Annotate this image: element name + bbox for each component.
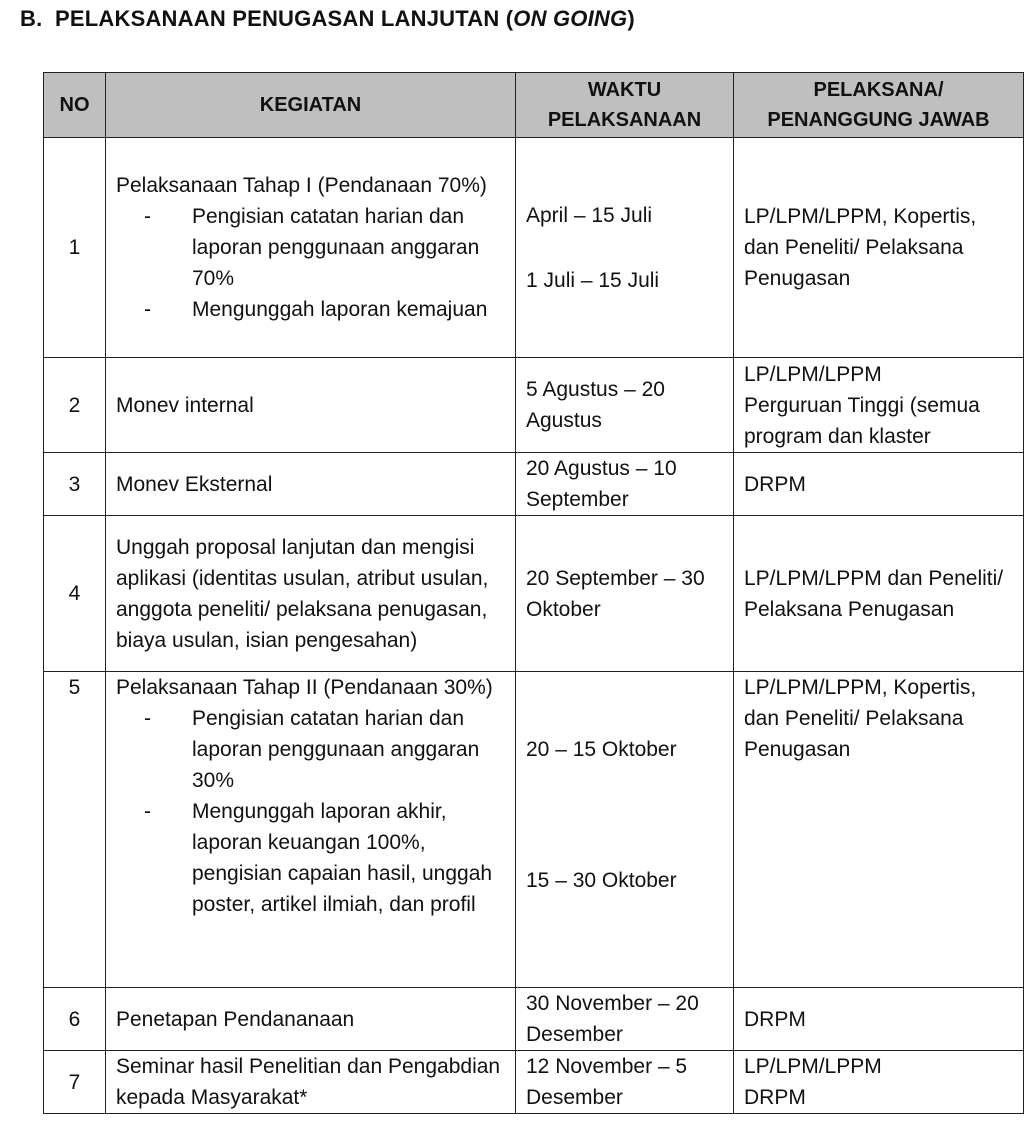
kegiatan-title: Pelaksanaan Tahap I (Pendanaan 70%) <box>116 174 487 197</box>
pelaksana-line: Perguruan Tinggi (semua program dan klaster <box>744 393 980 448</box>
dash-bullet: - <box>144 707 151 730</box>
row-no: 7 <box>44 1051 106 1114</box>
sub-item-text: Pengisian catatan harian dan laporan penggunaan anggaran 70% <box>192 205 480 290</box>
waktu-line: 20 – 15 Oktober <box>526 738 677 761</box>
header-pelaksana-line2: PENANGGUNG JAWAB <box>767 109 990 131</box>
section-title-main: PELAKSANAAN PENUGASAN LANJUTAN ( <box>55 6 514 31</box>
row-kegiatan: Seminar hasil Penelitian dan Pengabdian kepada Masyarakat* <box>106 1051 516 1114</box>
table-row <box>44 358 1024 453</box>
section-title-italic: ON GOING <box>513 6 628 31</box>
row-pelaksana: LP/LPM/LPPM, Kopertis, dan Peneliti/ Pelaksana Penugasan <box>734 672 1024 988</box>
pelaksana-line: LP/LPM/LPPM <box>744 362 882 386</box>
section-prefix: B. <box>20 6 43 31</box>
row-no: 1 <box>44 138 106 358</box>
header-waktu-line1: WAKTU <box>587 79 662 101</box>
row-waktu: 5 Agustus – 20 Agustus <box>516 358 734 453</box>
dash-bullet: - <box>144 800 151 823</box>
dash-bullet: - <box>144 205 151 228</box>
row-waktu: 20 Agustus – 10 September <box>516 453 734 516</box>
row-no: 3 <box>44 453 106 516</box>
kegiatan-title: Pelaksanaan Tahap II (Pendanaan 30%) <box>116 676 493 699</box>
row-waktu <box>516 672 734 988</box>
pelaksana-line: LP/LPM/LPPM <box>744 1055 882 1078</box>
row-pelaksana: LP/LPM/LPPM dan Peneliti/ Pelaksana Penugasan <box>734 516 1024 672</box>
waktu-line: 15 – 30 Oktober <box>526 869 677 892</box>
sub-item-text: Mengunggah laporan kemajuan <box>192 298 488 321</box>
row-kegiatan: Monev internal <box>106 358 516 453</box>
header-waktu-line2: PELAKSANAAN <box>547 109 702 131</box>
sub-item <box>144 294 505 325</box>
row-waktu: 12 November – 5 Desember <box>516 1051 734 1114</box>
waktu-line: 1 Juli – 15 Juli <box>526 268 660 292</box>
section-title <box>20 6 635 32</box>
row-no: 4 <box>44 516 106 672</box>
table-row <box>44 1051 1024 1114</box>
row-pelaksana: DRPM <box>734 453 1024 516</box>
table-row <box>44 672 1024 988</box>
row-pelaksana <box>734 1051 1024 1114</box>
table-row <box>44 138 1024 358</box>
sub-item-text: Pengisian catatan harian dan laporan penggunaan anggaran 30% <box>192 707 480 792</box>
sub-item <box>144 201 505 294</box>
sub-item-text: Mengunggah laporan akhir, laporan keuangan 100%, pengisian capaian hasil, unggah poster, artikel ilmiah, dan profil <box>192 800 493 916</box>
sub-item <box>144 703 505 796</box>
section-title-suffix: ) <box>627 6 635 31</box>
row-kegiatan: Penetapan Pendananaan <box>106 988 516 1051</box>
sub-item <box>144 796 505 920</box>
row-pelaksana <box>734 358 1024 453</box>
header-pelaksana <box>734 73 1024 138</box>
row-no: 6 <box>44 988 106 1051</box>
row-waktu: 20 September – 30 Oktober <box>516 516 734 672</box>
row-waktu: 30 November – 20 Desember <box>516 988 734 1051</box>
row-pelaksana: LP/LPM/LPPM, Kopertis, dan Peneliti/ Pelaksana Penugasan <box>734 138 1024 358</box>
row-no: 2 <box>44 358 106 453</box>
table-row <box>44 516 1024 672</box>
row-kegiatan: Unggah proposal lanjutan dan mengisi aplikasi (identitas usulan, atribut usulan, anggota peneliti/ pelaksana penugasan, biaya usulan, isian pengesahan) <box>106 516 516 672</box>
header-no: NO <box>44 73 106 138</box>
row-kegiatan: Monev Eksternal <box>106 453 516 516</box>
row-kegiatan <box>106 138 516 358</box>
schedule-table <box>43 72 1024 1114</box>
table-header-row <box>44 73 1024 138</box>
row-kegiatan <box>106 672 516 988</box>
table-row <box>44 453 1024 516</box>
header-kegiatan: KEGIATAN <box>106 73 516 138</box>
dash-bullet: - <box>144 298 151 321</box>
header-waktu <box>516 73 734 138</box>
table-row <box>44 988 1024 1051</box>
waktu-line: April – 15 Juli <box>526 203 653 227</box>
row-waktu <box>516 138 734 358</box>
pelaksana-line: DRPM <box>744 1086 806 1109</box>
row-no: 5 <box>44 672 106 988</box>
header-pelaksana-line1: PELAKSANA/ <box>813 79 944 101</box>
row-pelaksana: DRPM <box>734 988 1024 1051</box>
